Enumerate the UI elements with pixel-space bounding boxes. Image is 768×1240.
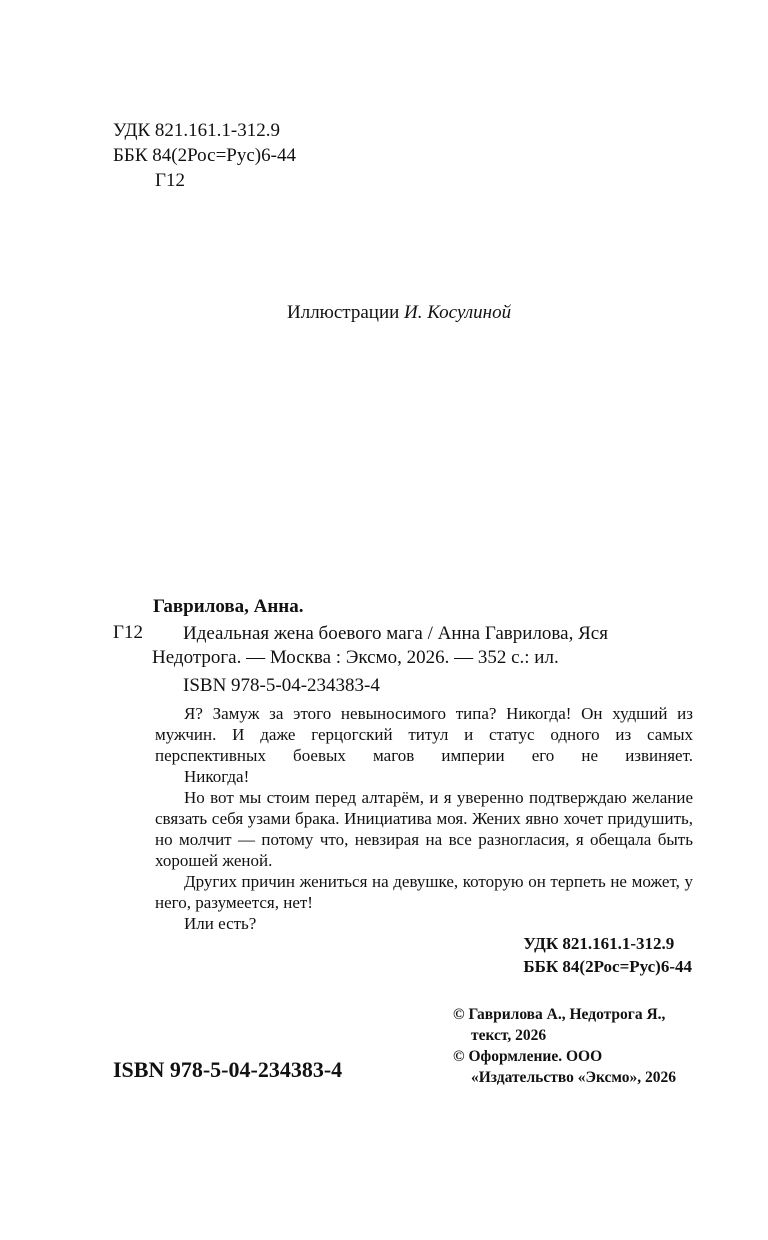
annotation [155,703,693,934]
copyright-line: © Гаврилова А., Недотрога Я., [453,1006,666,1023]
copyright-block [453,1004,676,1088]
bibliographic-description [152,622,693,670]
illustrations-prefix: Иллюстрации [287,302,400,323]
classification-bottom [523,932,692,978]
isbn-main: ISBN 978-5-04-234383-4 [113,1057,343,1082]
illustrations-credit [287,302,511,324]
author-mark: Г12 [155,170,185,191]
annotation-paragraph: Никогда! [184,767,250,786]
copyright-line: «Издательство «Эксмо», 2026 [471,1069,677,1086]
classification-block [113,118,296,193]
copyright-line: текст, 2026 [471,1027,547,1044]
bibliographic-line-2: Недотрога. — Москва : Эксмо, 2026. — 352 с.: ил. [152,647,559,668]
udk-code: УДК 821.161.1-312.9 [113,120,280,141]
annotation-paragraph: Других причин жениться на девушке, которую он терпеть не может, у него, разумеется, нет! [155,872,693,912]
copyright-line: © Оформление. ООО [453,1048,603,1065]
annotation-paragraph: Но вот мы стоим перед алтарём, и я уверенно подтверждаю желание связать себя узами брака. Инициатива моя. Жених явно хочет придушить, но молчит — потому что, невзирая на все разногласия, я обещала быть хорошей женой. [155,788,693,870]
annotation-paragraph: Я? Замуж за этого невыносимого типа? Никогда! Он худший из мужчин. И даже герцогский титул и статус одного из самых перспективных боевых магов империи его не извиняет. [155,704,693,765]
udk-code-bottom: УДК 821.161.1-312.9 [523,934,675,953]
annotation-paragraph: Или есть? [184,914,257,933]
bbk-code: ББК 84(2Рос=Рус)6-44 [113,145,296,166]
bibliographic-isbn: ISBN 978-5-04-234383-4 [183,675,380,696]
bibliographic-mark: Г12 [113,622,143,643]
illustrator-name: И. Косулиной [404,302,512,323]
bibliographic-line-1: Идеальная жена боевого мага / Анна Гаврилова, Яся [183,623,608,644]
bbk-code-bottom: ББК 84(2Рос=Рус)6-44 [523,957,692,976]
bibliographic-author-heading: Гаврилова, Анна. [153,596,304,617]
